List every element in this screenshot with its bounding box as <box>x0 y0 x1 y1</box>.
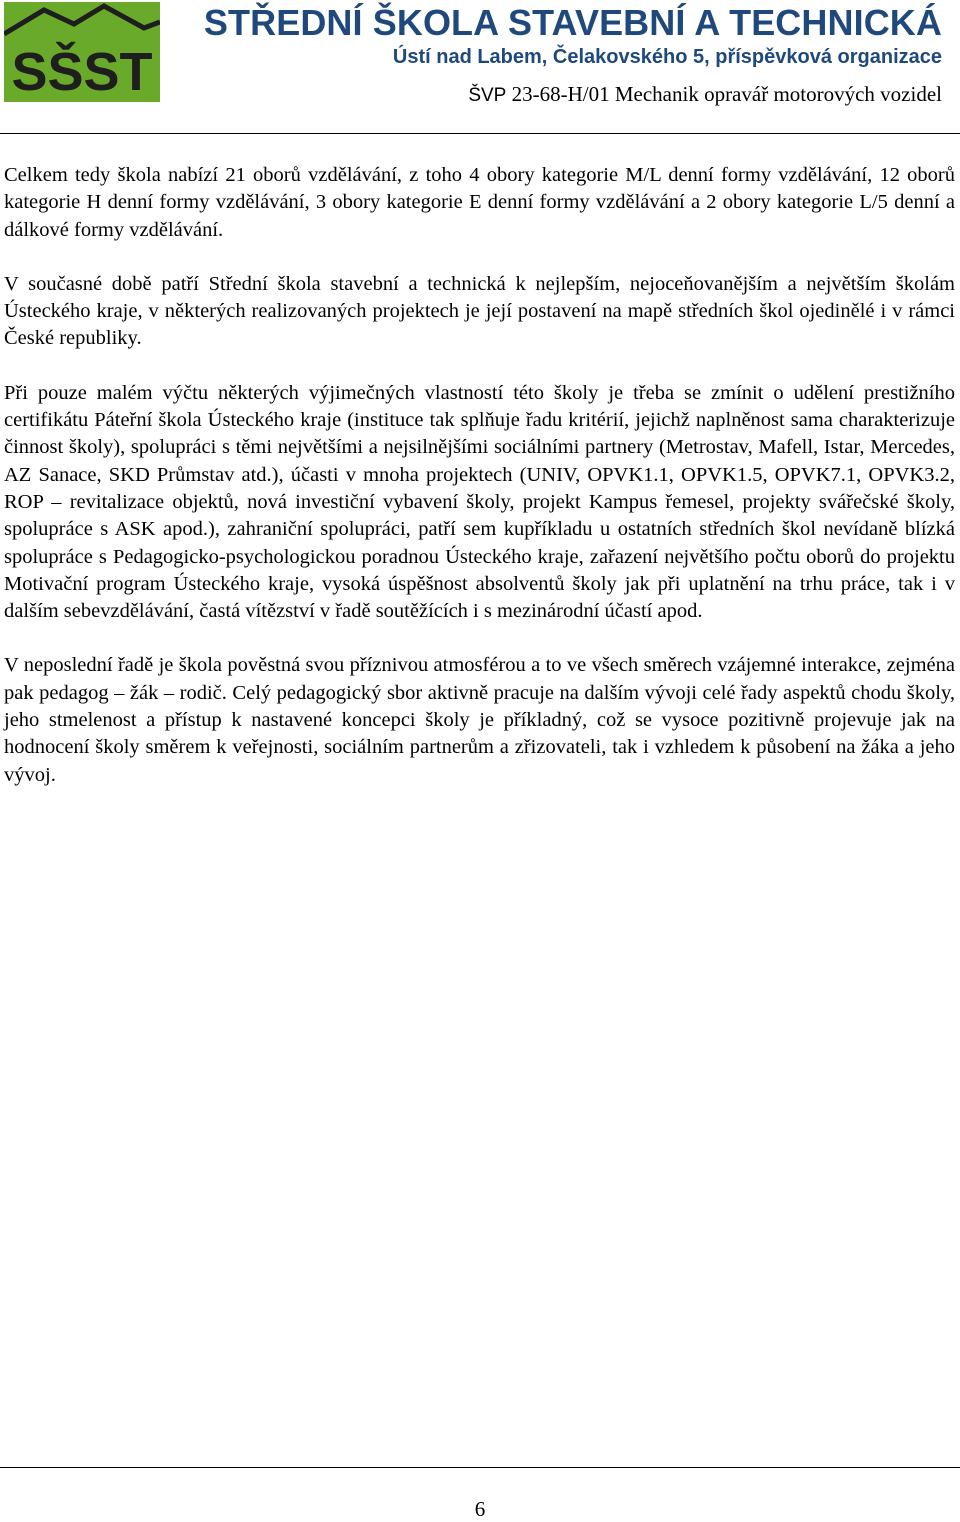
svp-prefix: ŠVP <box>468 85 507 106</box>
paragraph: Celkem tedy škola nabízí 21 oborů vzdělávání, z toho 4 obory kategorie M/L denní formy vzdělávání, 12 oborů kategorie H denní formy vzdělávání, 3 obory kategorie E denní formy vzdělávání a 2 obory kategorie L/5 denní a dálkové formy vzdělávání. <box>4 164 955 241</box>
header-divider <box>0 133 960 134</box>
paragraph: V současné době patří Střední škola stavební a technická k nejlepším, nejoceňovanějším a největším školám Ústeckého kraje, v některých realizovaných projektech je její postavení na mapě středních škol ojedinělé i v rámci České republiky. <box>4 272 955 350</box>
svp-program: 23-68-H/01 Mechanik opravář motorových vozidel <box>506 82 942 106</box>
school-address: Ústí nad Labem, Čelakovského 5, příspěvková organizace <box>392 46 942 68</box>
school-logo-icon <box>4 2 160 102</box>
header-block <box>204 0 942 110</box>
page-number: 6 <box>474 1497 486 1521</box>
school-logo <box>4 2 160 102</box>
paragraph: Při pouze malém výčtu některých výjimečných vlastností této školy je třeba se zmínit o udělení prestižního certifikátu Páteřní škola Ústeckého kraje (instituce tak splňuje řadu kritérií, jejichž naplněnost sama charakterizuje činnost školy), spolupráci s těmi největšími a nejsilnějšími sociálními partnery (Metrostav, Mafell, Istar, Mercedes, AZ Sanace, SKD Průmstav atd.), účasti v mnoha projektech (UNIV, OPVK1.1, OPVK1.5, OPVK7.1, OPVK3.2, ROP – revitalizace objektů, nová investiční vybavení školy, projekt Kampus řemesel, projekty svářečské školy, spolupráce s ASK apod.), zahraniční spolupráci, patří sem kupříkladu u ostatních středních škol nevídaně blízká spolupráce s Pedagogicko-psychologickou poradnou Ústeckého kraje, zařazení největšího počtu oborů do projektu Motivační program Ústeckého kraje, vysoká úspěšnost absolventů školy jak při uplatnění na trhu práce, tak i v dalším sebevzdělávání, častá vítězství v řadě soutěžících i s mezinárodní účastí apod. <box>4 381 955 623</box>
document-body <box>4 162 955 816</box>
school-name: STŘEDNÍ ŠKOLA STAVEBNÍ A TECHNICKÁ <box>203 2 942 43</box>
footer-divider <box>0 1467 960 1468</box>
paragraph: V neposlední řadě je škola pověstná svou příznivou atmosférou a to ve všech směrech vzájemné interakce, zejména pak pedagog – žák – rodič. Celý pedagogický sbor aktivně pracuje na dalším vývoji celé řady aspektů chodu školy, jeho stmelenost a přístup k nastavené koncepci školy je příkladný, což se vysoce pozitivně projevuje jak na hodnocení školy směrem k veřejnosti, sociálním partnerům a zřizovateli, tak i vzhledem k působení na žáka a jeho vývoj. <box>4 654 955 786</box>
svp-line <box>204 80 942 110</box>
logo-lettering: SŠST <box>11 42 153 102</box>
